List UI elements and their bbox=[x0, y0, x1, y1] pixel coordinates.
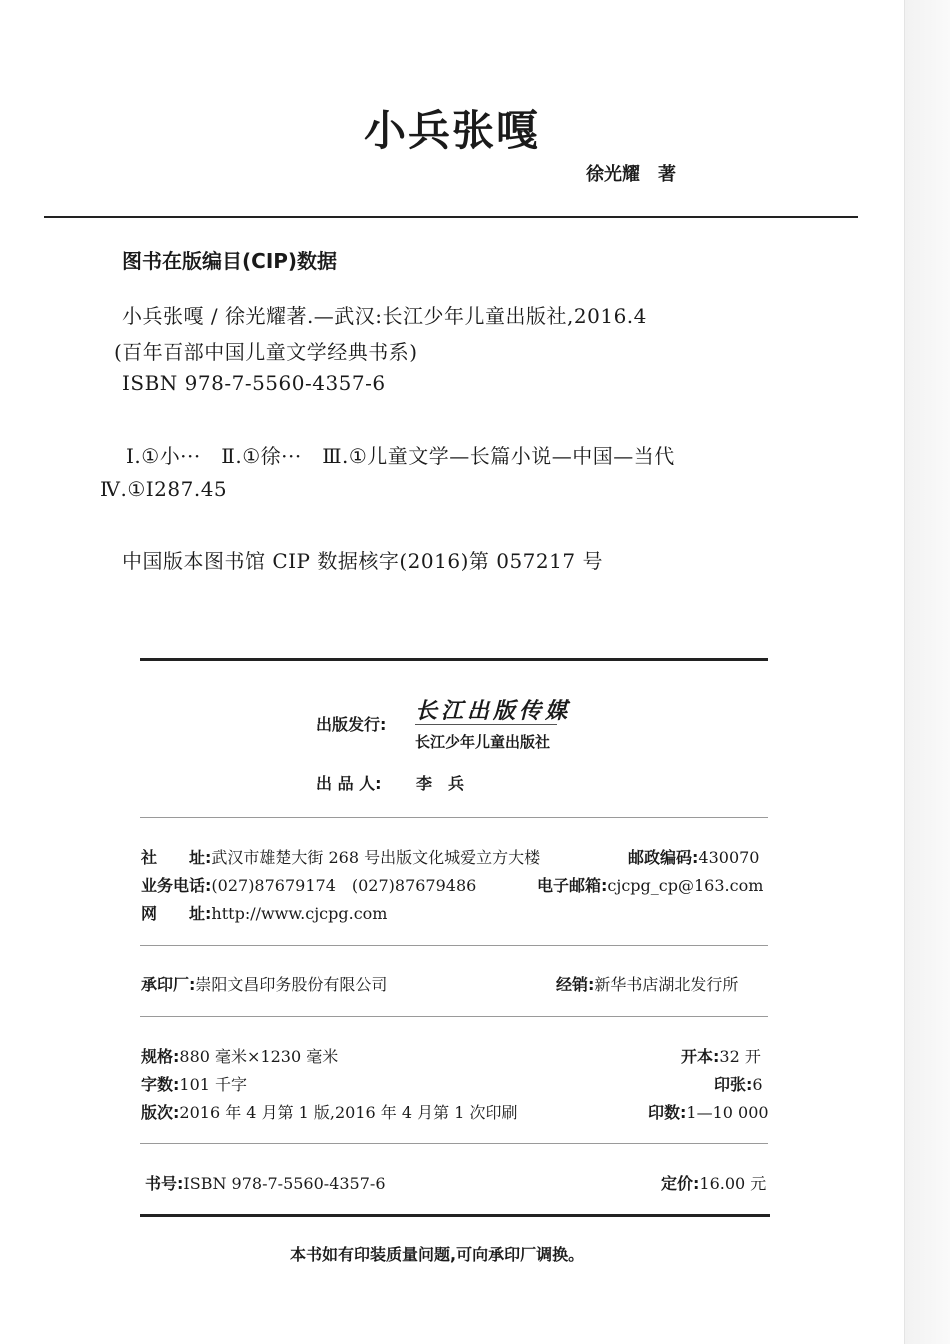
price-row bbox=[661, 1171, 766, 1194]
divider-1 bbox=[140, 817, 768, 818]
cip-line-clc: Ⅳ.①I287.45 bbox=[100, 477, 228, 501]
isbn-value: ISBN 978-7-5560-4357-6 bbox=[183, 1174, 386, 1193]
words-value: 101 千字 bbox=[179, 1075, 248, 1094]
postcode-value: 430070 bbox=[698, 848, 760, 867]
address-label: 社 址: bbox=[141, 848, 212, 867]
edition-label: 版次: bbox=[141, 1103, 180, 1122]
producer-label: 出 品 人: bbox=[316, 774, 382, 793]
divider-2 bbox=[140, 945, 768, 946]
sheets-label: 印张: bbox=[714, 1075, 753, 1094]
imprint-top-rule bbox=[140, 658, 768, 661]
edition-row bbox=[141, 1100, 518, 1123]
divider-3 bbox=[140, 1016, 768, 1017]
sheets-row bbox=[714, 1072, 763, 1095]
email-value: cjcpg_cp@163.com bbox=[607, 876, 764, 895]
format-label: 开本: bbox=[681, 1047, 720, 1066]
price-label: 定价: bbox=[661, 1174, 700, 1193]
copies-value: 1—10 000 bbox=[686, 1103, 769, 1122]
producer-name: 李 兵 bbox=[416, 774, 465, 793]
size-value: 880 毫米×1230 毫米 bbox=[179, 1047, 339, 1066]
address-value: 武汉市雄楚大街 268 号出版文化城爱立方大楼 bbox=[211, 848, 541, 867]
distributor-row bbox=[556, 972, 738, 995]
isbn-label: 书号: bbox=[145, 1174, 184, 1193]
publisher-name: 长江少年儿童出版社 bbox=[415, 733, 551, 751]
publisher-logo: 长江出版传媒 bbox=[415, 698, 572, 724]
quality-note: 本书如有印装质量问题,可向承印厂调换。 bbox=[290, 1245, 585, 1264]
sheets-value: 6 bbox=[752, 1075, 763, 1094]
publisher-label: 出版发行: bbox=[316, 715, 387, 734]
book-title: 小兵张嘎 bbox=[363, 106, 540, 155]
phone-row bbox=[141, 873, 476, 896]
email-label: 电子邮箱: bbox=[537, 876, 608, 895]
printer-label: 承印厂: bbox=[141, 975, 196, 994]
copies-label: 印数: bbox=[648, 1103, 687, 1122]
printer-value: 崇阳文昌印务股份有限公司 bbox=[195, 975, 388, 994]
isbn-row bbox=[145, 1171, 386, 1194]
cip-line-series: (百年百部中国儿童文学经典书系) bbox=[114, 340, 418, 364]
phone-label: 业务电话: bbox=[141, 876, 212, 895]
web-label: 网 址: bbox=[141, 904, 212, 923]
page-edge-shadow bbox=[904, 0, 950, 1344]
price-value: 16.00 元 bbox=[699, 1174, 767, 1193]
edition-value: 2016 年 4 月第 1 版,2016 年 4 月第 1 次印刷 bbox=[179, 1103, 518, 1122]
web-value: http://www.cjcpg.com bbox=[211, 904, 388, 923]
logo-underline bbox=[415, 724, 557, 725]
size-row bbox=[141, 1044, 338, 1067]
cip-line-record: 中国版本图书馆 CIP 数据核字(2016)第 057217 号 bbox=[122, 549, 603, 573]
cip-line-classification: Ⅰ.①小··· Ⅱ.①徐··· Ⅲ.①儿童文学—长篇小说—中国—当代 bbox=[126, 444, 675, 468]
web-row bbox=[141, 901, 387, 924]
imprint-bottom-rule bbox=[140, 1214, 770, 1217]
words-label: 字数: bbox=[141, 1075, 180, 1094]
cip-line-title: 小兵张嘎 / 徐光耀著.—武汉:长江少年儿童出版社,2016.4 bbox=[122, 304, 647, 328]
printer-row bbox=[141, 972, 387, 995]
cip-line-isbn: ISBN 978-7-5560-4357-6 bbox=[122, 371, 386, 395]
phone-value: (027)87679174 (027)87679486 bbox=[211, 876, 477, 895]
distributor-value: 新华书店湖北发行所 bbox=[594, 975, 739, 994]
format-row bbox=[681, 1044, 761, 1067]
words-row bbox=[141, 1072, 247, 1095]
top-rule bbox=[44, 216, 858, 218]
book-author: 徐光耀 著 bbox=[586, 164, 676, 185]
address-row bbox=[141, 845, 540, 868]
postcode-label: 邮政编码: bbox=[628, 848, 699, 867]
copies-row bbox=[648, 1100, 769, 1123]
divider-4 bbox=[140, 1143, 768, 1144]
email-row bbox=[537, 873, 763, 896]
size-label: 规格: bbox=[141, 1047, 180, 1066]
postcode-row bbox=[628, 845, 759, 868]
distributor-label: 经销: bbox=[556, 975, 595, 994]
format-value: 32 开 bbox=[719, 1047, 761, 1066]
cip-heading: 图书在版编目(CIP)数据 bbox=[122, 249, 338, 273]
